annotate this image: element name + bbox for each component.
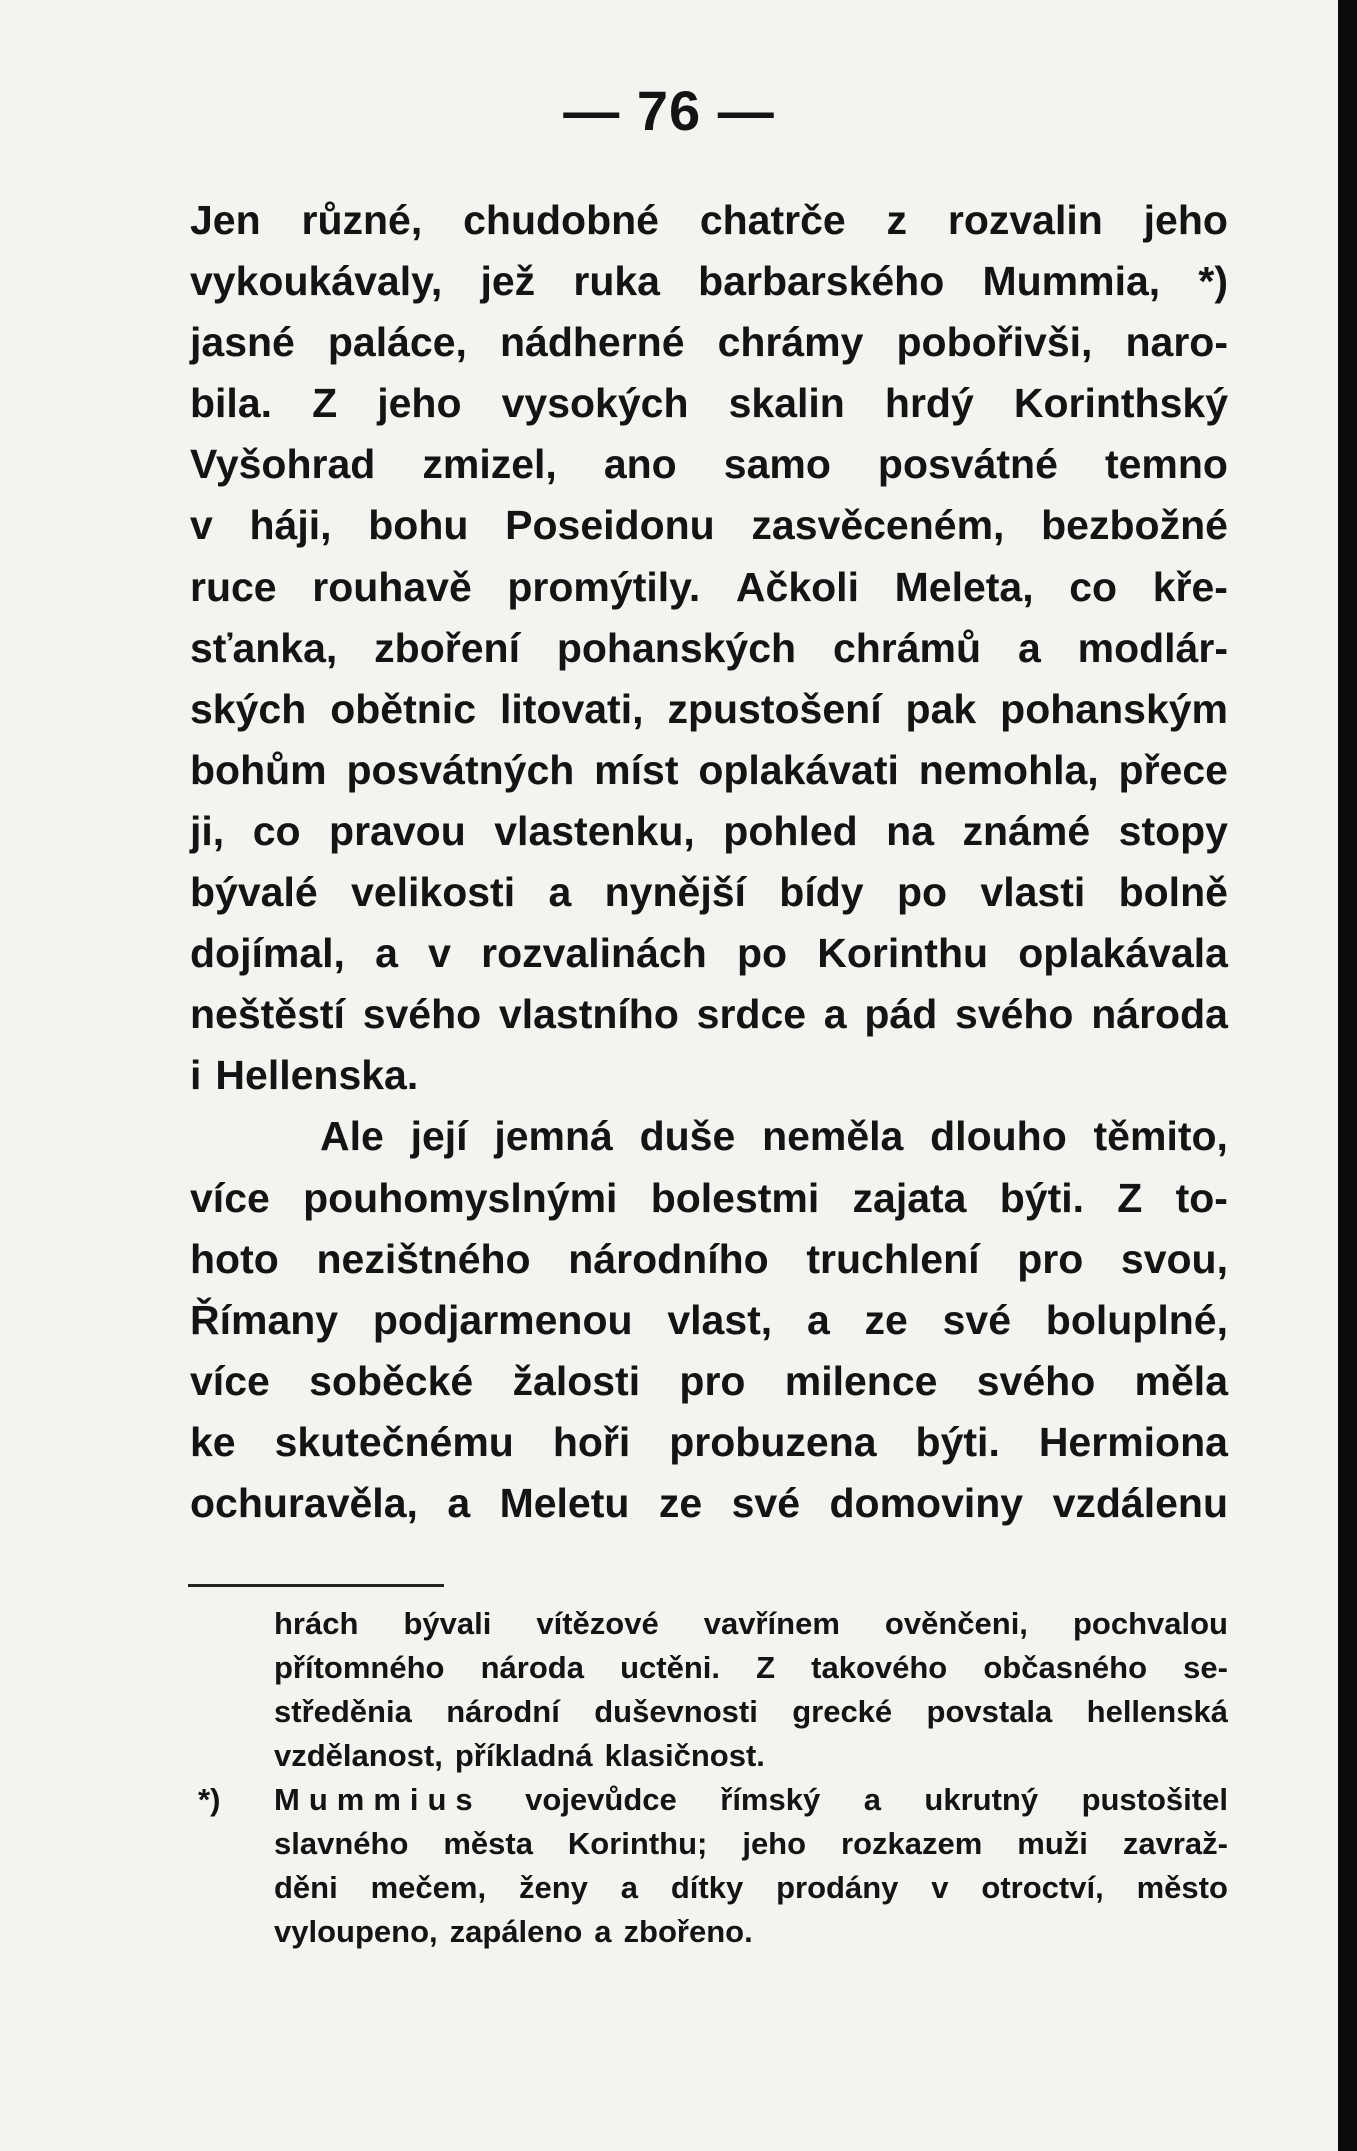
word: promýtily. bbox=[507, 563, 701, 610]
word: ruka bbox=[573, 258, 660, 305]
word: vzdělanost, bbox=[274, 1738, 443, 1773]
word: litovati, bbox=[499, 685, 644, 732]
text-line bbox=[190, 251, 1228, 312]
word: co bbox=[252, 807, 301, 854]
word: přece bbox=[1118, 746, 1228, 793]
word: Korinthu bbox=[817, 930, 989, 977]
word: milence bbox=[784, 1357, 938, 1404]
word: národního bbox=[568, 1235, 769, 1282]
word: probuzena bbox=[669, 1418, 877, 1465]
footnote-line bbox=[190, 1734, 1228, 1778]
word: vlastního bbox=[498, 991, 679, 1038]
word: svého bbox=[976, 1357, 1096, 1404]
text-line bbox=[190, 557, 1228, 618]
footnote-line bbox=[190, 1866, 1228, 1910]
word: více bbox=[190, 1357, 270, 1404]
word: její bbox=[410, 1113, 468, 1160]
word: pohled bbox=[723, 807, 858, 854]
word: barbarského bbox=[698, 258, 945, 305]
text-line bbox=[190, 1290, 1228, 1351]
word: zbořeno. bbox=[623, 1914, 753, 1949]
word: jež bbox=[480, 258, 536, 305]
word: Vyšohrad bbox=[190, 441, 376, 488]
word: vavřínem bbox=[703, 1606, 840, 1641]
word: paláce, bbox=[327, 319, 467, 366]
text-line bbox=[190, 862, 1228, 923]
scan-edge bbox=[1338, 0, 1357, 2151]
word: římský bbox=[720, 1782, 821, 1817]
word: rozvalin bbox=[947, 197, 1103, 243]
footnote-line bbox=[190, 1778, 1228, 1822]
word: občasného bbox=[983, 1650, 1148, 1685]
word: ze bbox=[658, 1479, 703, 1526]
word: pohanským bbox=[1000, 685, 1228, 732]
word: dlouho bbox=[930, 1113, 1067, 1160]
footnote-divider bbox=[188, 1584, 444, 1587]
word: skutečnému bbox=[274, 1418, 514, 1465]
word: v bbox=[931, 1870, 949, 1905]
word: Korinthu; bbox=[567, 1826, 708, 1861]
word: vítězové bbox=[536, 1606, 659, 1641]
word: těmito, bbox=[1093, 1113, 1228, 1160]
page-number: — 76 — bbox=[563, 79, 775, 142]
word: povstala bbox=[926, 1694, 1053, 1729]
word: otroctví, bbox=[981, 1870, 1104, 1905]
word: stopy bbox=[1118, 807, 1228, 854]
word: Z bbox=[756, 1650, 776, 1685]
word: město bbox=[1136, 1870, 1228, 1905]
text-line bbox=[190, 190, 1228, 251]
word: grecké bbox=[792, 1694, 893, 1729]
word: háji, bbox=[249, 502, 332, 549]
word: zasvěceném, bbox=[751, 502, 1005, 549]
word: z bbox=[886, 197, 908, 243]
word: bila. bbox=[190, 380, 273, 427]
word: v bbox=[190, 502, 213, 549]
word: nezištného bbox=[316, 1235, 531, 1282]
word: bohu bbox=[368, 502, 469, 549]
word: hrách bbox=[274, 1606, 359, 1641]
word: zmizel, bbox=[422, 441, 557, 488]
word: národa bbox=[480, 1650, 584, 1685]
word: příkladná bbox=[454, 1738, 593, 1773]
word: vysokých bbox=[501, 380, 689, 427]
word: vlast, bbox=[667, 1296, 773, 1343]
word: ských bbox=[190, 685, 307, 732]
word: hoři bbox=[552, 1418, 631, 1465]
word: velikosti bbox=[351, 869, 516, 916]
word: národní bbox=[446, 1694, 560, 1729]
text-line bbox=[190, 801, 1228, 862]
word: Hermiona bbox=[1038, 1418, 1228, 1465]
word: a bbox=[375, 930, 398, 977]
word: přítomného bbox=[274, 1650, 445, 1685]
word: domoviny bbox=[829, 1479, 1024, 1526]
word: temno bbox=[1104, 441, 1228, 488]
word: pravou bbox=[329, 807, 466, 854]
word: bohům bbox=[190, 746, 327, 793]
word: býti. bbox=[999, 1174, 1085, 1221]
word: vojevůdce bbox=[525, 1782, 677, 1817]
word: pustošitel bbox=[1081, 1782, 1228, 1817]
word: a bbox=[594, 1914, 612, 1949]
word: jeho bbox=[1143, 197, 1228, 243]
word: středěnia bbox=[274, 1694, 412, 1729]
word: po bbox=[896, 869, 948, 916]
word: hellenská bbox=[1086, 1694, 1228, 1729]
word: ženy bbox=[518, 1870, 588, 1905]
word: co bbox=[1069, 563, 1118, 610]
word: Z bbox=[312, 380, 338, 427]
word: rouhavě bbox=[312, 563, 472, 610]
text-line bbox=[190, 679, 1228, 740]
word: Korinthský bbox=[1013, 380, 1228, 427]
text-line bbox=[190, 923, 1228, 984]
word: neštěstí bbox=[190, 991, 345, 1038]
footnote-line bbox=[190, 1690, 1228, 1734]
word: a bbox=[548, 869, 572, 916]
word: pohanských bbox=[556, 624, 797, 671]
word: dítky bbox=[670, 1870, 744, 1905]
text-line bbox=[190, 495, 1228, 556]
word: jeho bbox=[377, 380, 462, 427]
word: muži bbox=[1017, 1826, 1088, 1861]
footnote-name: Mummius bbox=[274, 1782, 482, 1817]
word: svého bbox=[362, 991, 482, 1038]
word: a bbox=[823, 991, 847, 1038]
word: pro bbox=[1017, 1235, 1084, 1282]
word: pouhomyslnými bbox=[303, 1174, 618, 1221]
word: nádherné bbox=[499, 319, 685, 366]
word: pád bbox=[864, 991, 938, 1038]
word: podjarmenou bbox=[372, 1296, 633, 1343]
word: pro bbox=[679, 1357, 746, 1404]
word: hrdý bbox=[884, 380, 974, 427]
word: ochuravěla, bbox=[190, 1479, 418, 1526]
word: posvátné bbox=[877, 441, 1058, 488]
text-line bbox=[190, 1106, 1228, 1167]
word: to- bbox=[1175, 1174, 1228, 1221]
word: slavného bbox=[274, 1826, 409, 1861]
word: soběcké bbox=[309, 1357, 474, 1404]
word: obětnic bbox=[330, 685, 477, 732]
word: na bbox=[886, 807, 935, 854]
word: v bbox=[428, 930, 451, 977]
word: zajata bbox=[852, 1174, 967, 1221]
text-line bbox=[190, 984, 1228, 1045]
word: duše bbox=[639, 1113, 736, 1160]
word: národa bbox=[1091, 991, 1228, 1038]
word: ze bbox=[864, 1296, 908, 1343]
word: se- bbox=[1183, 1650, 1228, 1685]
text-line bbox=[190, 1412, 1228, 1473]
word: vlastenku, bbox=[494, 807, 695, 854]
word: a bbox=[863, 1782, 881, 1817]
word: Mummia, bbox=[982, 258, 1161, 305]
word: bývalé bbox=[190, 869, 318, 916]
word: ke bbox=[190, 1418, 236, 1465]
word: pochvalou bbox=[1072, 1606, 1228, 1641]
word: zpustošení bbox=[667, 685, 882, 732]
word: a bbox=[447, 1479, 471, 1526]
word: bídy bbox=[779, 869, 864, 916]
text-line bbox=[190, 1045, 1228, 1106]
word: rozvalinách bbox=[481, 930, 707, 977]
word: ano bbox=[603, 441, 677, 488]
word: uctěni. bbox=[620, 1650, 720, 1685]
word: vykoukávaly, bbox=[190, 258, 443, 305]
word: vzdálenu bbox=[1052, 1479, 1228, 1526]
word: Římany bbox=[190, 1296, 339, 1343]
word: boluplné, bbox=[1045, 1296, 1228, 1343]
word: Poseidonu bbox=[505, 502, 715, 549]
word: skalin bbox=[728, 380, 845, 427]
footnote-line bbox=[190, 1822, 1228, 1866]
body-text bbox=[190, 190, 1228, 1534]
text-line bbox=[190, 1168, 1228, 1229]
word: Ale bbox=[320, 1113, 384, 1160]
word: bolně bbox=[1118, 869, 1228, 916]
text-line bbox=[190, 312, 1228, 373]
word: svého bbox=[954, 991, 1074, 1038]
word: oplakávati bbox=[698, 746, 899, 793]
word: Meleta, bbox=[894, 563, 1034, 610]
word: i bbox=[190, 1052, 202, 1099]
word: a bbox=[620, 1870, 638, 1905]
text-line bbox=[190, 373, 1228, 434]
text-line bbox=[190, 1351, 1228, 1412]
word: vyloupeno, bbox=[274, 1914, 438, 1949]
word: rozkazem bbox=[841, 1826, 983, 1861]
word: modlár- bbox=[1077, 624, 1228, 671]
word: jasné bbox=[190, 319, 295, 366]
word: a bbox=[1017, 624, 1041, 671]
word: chudobné bbox=[463, 197, 659, 243]
footnote-line bbox=[190, 1646, 1228, 1690]
footnote-marker: *) bbox=[198, 1782, 221, 1817]
word: sťanka, bbox=[190, 624, 338, 671]
text-line bbox=[190, 740, 1228, 801]
word: Hellenska. bbox=[215, 1052, 419, 1099]
word: takového bbox=[811, 1650, 948, 1685]
word: města bbox=[443, 1826, 533, 1861]
word: ukrutný bbox=[924, 1782, 1039, 1817]
word: ji, bbox=[190, 807, 225, 854]
word: srdce bbox=[696, 991, 807, 1038]
word: své bbox=[731, 1479, 801, 1526]
word: zboření bbox=[374, 624, 520, 671]
footnotes bbox=[190, 1602, 1228, 1954]
word: hoto bbox=[190, 1235, 279, 1282]
word: pobořivši, bbox=[896, 319, 1093, 366]
word: mečem, bbox=[370, 1870, 487, 1905]
word: nynější bbox=[604, 869, 746, 916]
word: bezbožné bbox=[1041, 502, 1228, 549]
word: býti. bbox=[915, 1418, 1000, 1465]
text-line bbox=[190, 618, 1228, 679]
footnote-line bbox=[190, 1602, 1228, 1646]
word: po bbox=[736, 930, 788, 977]
word: duševnosti bbox=[594, 1694, 758, 1729]
word: ruce bbox=[190, 563, 277, 610]
word: chrámů bbox=[832, 624, 982, 671]
footnote-line bbox=[190, 1910, 1228, 1954]
word: nemohla, bbox=[918, 746, 1099, 793]
word: bývali bbox=[403, 1606, 492, 1641]
word: prodány bbox=[776, 1870, 899, 1905]
word: neměla bbox=[762, 1113, 904, 1160]
word: své bbox=[942, 1296, 1012, 1343]
text-line bbox=[190, 434, 1228, 495]
word: známé bbox=[962, 807, 1091, 854]
word: pak bbox=[905, 685, 977, 732]
word: truchlení bbox=[806, 1235, 980, 1282]
word: děni bbox=[274, 1870, 338, 1905]
word: chrámy bbox=[717, 319, 864, 366]
word: Z bbox=[1117, 1174, 1143, 1221]
text-line bbox=[190, 1473, 1228, 1534]
word: zavraž- bbox=[1122, 1826, 1228, 1861]
word: samo bbox=[723, 441, 831, 488]
word: měla bbox=[1134, 1357, 1228, 1404]
word: více bbox=[190, 1174, 270, 1221]
word: a bbox=[806, 1296, 830, 1343]
word: vlasti bbox=[980, 869, 1086, 916]
word: *) bbox=[1198, 258, 1228, 305]
word: zapáleno bbox=[449, 1914, 583, 1949]
word: dojímal, bbox=[190, 930, 345, 977]
word: svou, bbox=[1120, 1235, 1228, 1282]
word: jeho bbox=[742, 1826, 807, 1861]
word: různé, bbox=[301, 197, 423, 243]
word: kře- bbox=[1152, 563, 1228, 610]
word: naro- bbox=[1125, 319, 1228, 366]
word: ověnčeni, bbox=[884, 1606, 1028, 1641]
word: posvátných bbox=[346, 746, 575, 793]
word: Ačkoli bbox=[735, 563, 859, 610]
word: chatrče bbox=[699, 197, 846, 243]
word: žalosti bbox=[512, 1357, 641, 1404]
word: jemná bbox=[494, 1113, 613, 1160]
word: oplakávala bbox=[1018, 930, 1228, 977]
word: bolestmi bbox=[650, 1174, 820, 1221]
word: Jen bbox=[190, 197, 261, 243]
word: klasičnost. bbox=[604, 1738, 765, 1773]
word: Meletu bbox=[499, 1479, 630, 1526]
word: míst bbox=[594, 746, 679, 793]
text-line bbox=[190, 1229, 1228, 1290]
